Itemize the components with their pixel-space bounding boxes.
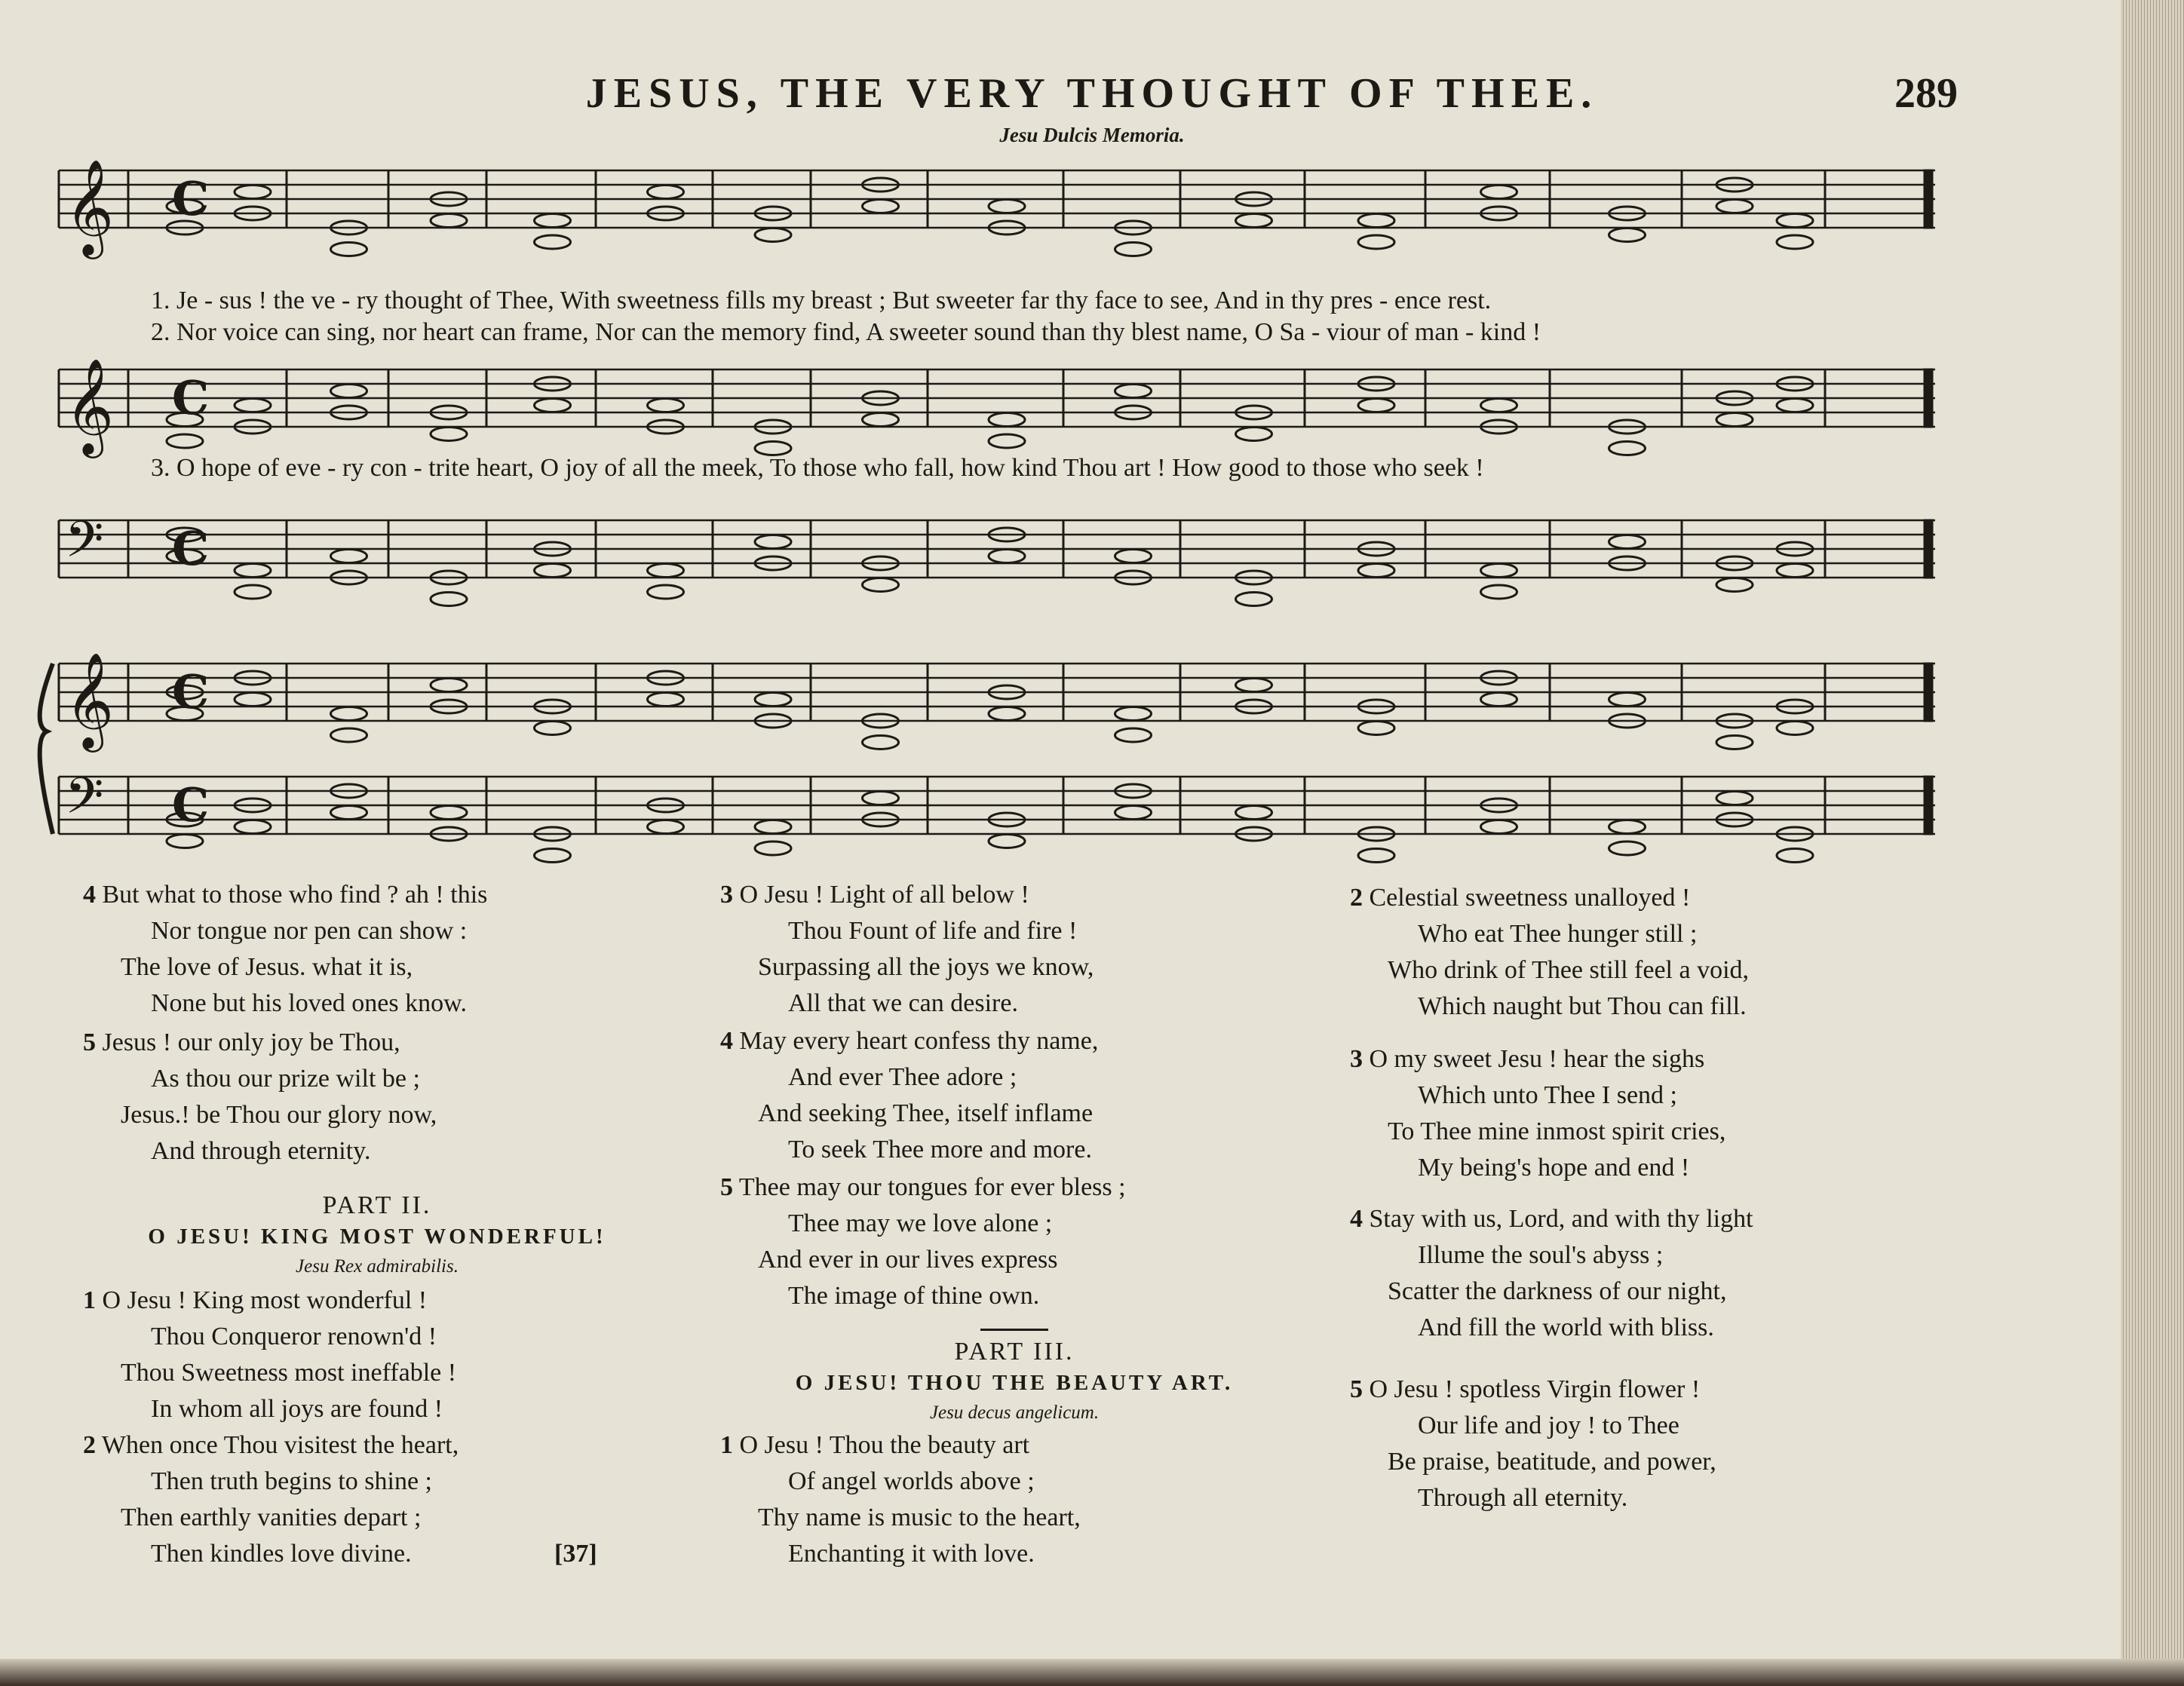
note-head [1481,820,1517,834]
treble-clef-icon: 𝄞 [65,357,115,454]
stanza-number: 3 [1350,1045,1363,1073]
note-head [863,578,899,592]
note-head [235,185,271,199]
note-head [989,835,1025,848]
note-head [535,722,571,735]
treble-clef-icon: 𝄞 [65,651,115,748]
stanza-line: Which naught but Thou can fill. [1418,992,1747,1020]
part-title: O JESU! THOU THE BEAUTY ART. [795,1371,1234,1395]
note-head [1716,736,1753,750]
note-head [331,806,367,820]
stanza-line: And ever in our lives express [758,1246,1058,1274]
common-time-icon: C [172,370,210,425]
note-head [1358,399,1394,412]
stanza-line: But what to those who find ? ah ! this [102,881,488,909]
stanza-line: My being's hope and end ! [1418,1154,1690,1182]
stanza-line: To Thee mine inmost spirit cries, [1388,1117,1726,1145]
stanza-line: The love of Jesus. what it is, [121,953,413,981]
stanza-line: Jesus.! be Thou our glory now, [121,1101,437,1129]
note-head [235,564,271,578]
stanza-line: Through all eternity. [1418,1484,1628,1512]
note-head [1777,235,1813,249]
note-head [1236,428,1272,441]
stanza-line: Scatter the darkness of our night, [1388,1277,1727,1305]
stanza-line: To seek Thee more and more. [788,1136,1092,1163]
stanza-line: Of angel worlds above ; [788,1467,1035,1495]
note-head [989,200,1025,213]
stanza-line: When once Thou visitest the heart, [101,1431,459,1459]
stanza-line: Illume the soul's abyss ; [1418,1241,1664,1269]
note-head [431,806,467,820]
stanza-line: O my sweet Jesu ! hear the sighs [1369,1045,1705,1073]
note-head [1716,578,1753,592]
stanza-number: 4 [83,881,96,909]
bass-clef-icon: 𝄢 [65,510,104,581]
note-head [1777,214,1813,228]
note-head [648,564,684,578]
part-latin-title: Jesu decus angelicum. [929,1402,1100,1423]
note-head [431,593,467,606]
signature-mark: [37] [554,1540,597,1568]
note-head [1609,442,1646,455]
note-head [1236,679,1272,692]
stanza-line: Thou Conqueror renown'd ! [151,1323,437,1350]
note-head [1358,235,1394,249]
note-head [1115,550,1152,563]
stanza-line: And fill the world with bliss. [1418,1314,1714,1341]
note-head [1716,792,1753,805]
lyric-verse-3: 3. O hope of eve - ry con - trite heart, O joy of all the meek, To those who fall, how kind Thou art ! How good to those who seek ! [151,454,1484,482]
note-head [1115,806,1152,820]
note-head [1777,399,1813,412]
stanza-number: 3 [720,881,733,909]
note-head [1777,849,1813,863]
note-head [1236,214,1272,228]
note-head [863,200,899,213]
note-head [1481,585,1517,599]
note-head [535,399,571,412]
note-head [1481,185,1517,199]
stanza-line: Be praise, beatitude, and power, [1388,1448,1716,1476]
page-bottom-shadow [0,1659,2184,1686]
note-head [1358,214,1394,228]
stanza-line: Our life and joy ! to Thee [1418,1412,1679,1439]
stanza-line: In whom all joys are found ! [151,1395,443,1423]
note-head [235,820,271,834]
note-head [755,841,791,855]
page-number: 289 [1894,70,1958,117]
common-time-icon: C [172,521,210,576]
note-head [535,849,571,863]
note-head [535,214,571,228]
note-head [1481,564,1517,578]
stanza-number: 2 [1350,884,1363,912]
stanza-line: Thou Fount of life and fire ! [788,917,1078,945]
stanza-line: Thee may we love alone ; [788,1209,1053,1237]
common-time-icon: C [172,171,210,226]
note-head [431,428,467,441]
note-head [755,693,791,707]
note-head [648,820,684,834]
note-head [1609,820,1646,834]
lyric-verse-2: 2. Nor voice can sing, nor heart can frame, Nor can the memory find, A sweeter sound than thy blest name, O Sa - viour of man - kind ! [151,318,1541,346]
note-head [167,434,203,448]
note-head [755,228,791,242]
stanza-line: Enchanting it with love. [788,1540,1035,1568]
stanza-line: Jesus ! our only joy be Thou, [102,1028,400,1056]
note-head [648,399,684,412]
note-head [1777,722,1813,735]
final-barline [1925,664,1932,721]
part-heading: PART II. [322,1191,432,1219]
stanza-line: Stay with us, Lord, and with thy light [1369,1205,1753,1233]
note-head [1716,200,1753,213]
stanza-line: O Jesu ! King most wonderful ! [102,1286,428,1314]
stanza-line: O Jesu ! Thou the beauty art [739,1431,1030,1459]
stanza-line: Celestial sweetness unalloyed ! [1369,884,1691,912]
section-rule [980,1329,1048,1331]
note-head [755,820,791,834]
stanza-line: And through eternity. [151,1137,371,1165]
note-head [989,434,1025,448]
final-barline [1925,520,1932,578]
note-head [331,550,367,563]
part-heading: PART III. [954,1338,1075,1366]
note-head [331,707,367,721]
note-head [648,185,684,199]
stanza-number: 5 [1350,1375,1363,1403]
system-brace [40,664,53,834]
stanza-number: 1 [720,1431,733,1459]
note-head [648,585,684,599]
note-head [331,728,367,742]
note-head [648,693,684,707]
note-head [535,235,571,249]
note-head [863,792,899,805]
hymn-title: JESUS, THE VERY THOUGHT OF THEE. [585,70,1599,117]
final-barline [1925,170,1932,228]
part-title: O JESU! KING MOST WONDERFUL! [148,1225,606,1249]
note-head [431,679,467,692]
note-head [1236,593,1272,606]
stanza-number: 2 [83,1431,96,1459]
hymn-subtitle: Jesu Dulcis Memoria. [999,124,1185,146]
stanza-line: O Jesu ! Light of all below ! [739,881,1029,909]
stanza-line: All that we can desire. [788,989,1018,1017]
common-time-icon: C [172,664,210,719]
note-head [863,736,899,750]
treble-clef-icon: 𝄞 [65,158,115,255]
stanza-line: Who drink of Thee still feel a void, [1388,956,1750,984]
stanza-line: May every heart confess thy name, [739,1027,1099,1055]
note-head [167,835,203,848]
note-head [863,413,899,427]
note-head [1609,228,1646,242]
note-head [1777,564,1813,578]
note-head [1481,399,1517,412]
stanza-number: 5 [720,1173,733,1201]
note-head [1115,385,1152,398]
note-head [235,399,271,412]
part-latin-title: Jesu Rex admirabilis. [296,1256,459,1277]
note-head [431,214,467,228]
bass-clef-icon: 𝄢 [65,767,104,837]
stanza-line: Thou Sweetness most ineffable ! [121,1359,457,1387]
stanza-line: O Jesu ! spotless Virgin flower ! [1369,1375,1701,1403]
stanza-number: 4 [1350,1205,1363,1233]
note-head [235,585,271,599]
note-head [1236,806,1272,820]
stanza-line: None but his loved ones know. [151,989,467,1017]
stanza-line: Then truth begins to shine ; [151,1467,433,1495]
final-barline [1925,369,1932,427]
stanza-line: Then earthly vanities depart ; [121,1504,422,1531]
stanza-line: As thou our prize wilt be ; [151,1065,420,1093]
note-head [535,564,571,578]
note-head [989,707,1025,721]
stanza-line: Thee may our tongues for ever bless ; [738,1173,1126,1201]
note-head [1115,243,1152,256]
note-head [1481,693,1517,707]
stanza-line: Surpassing all the joys we know, [758,953,1094,981]
note-head [1115,728,1152,742]
stanza-number: 1 [83,1286,96,1314]
stanza-line: Then kindles love divine. [151,1540,412,1568]
stanza-line: Who eat Thee hunger still ; [1418,920,1698,948]
note-head [1609,841,1646,855]
note-head [989,550,1025,563]
stanza-number: 5 [83,1028,96,1056]
stanza-line: And ever Thee adore ; [788,1063,1017,1091]
stanza-line: And seeking Thee, itself inflame [758,1099,1094,1127]
note-head [331,243,367,256]
note-head [1115,707,1152,721]
common-time-icon: C [172,777,210,832]
note-head [1609,693,1646,707]
note-head [1609,535,1646,549]
stanza-line: Thy name is music to the heart, [758,1504,1081,1531]
note-head [755,535,791,549]
stanza-line: The image of thine own. [788,1282,1040,1310]
note-head [1716,413,1753,427]
stanza-line: Nor tongue nor pen can show : [151,917,468,945]
final-barline [1925,777,1932,834]
stanza-number: 4 [720,1027,733,1055]
note-head [1358,849,1394,863]
note-head [989,413,1025,427]
note-head [1358,722,1394,735]
note-head [235,693,271,707]
lyric-verse-1: 1. Je - sus ! the ve - ry thought of Thee, With sweetness fills my breast ; But sweeter far thy face to see, And in thy pres - ence rest. [151,287,1492,314]
stanza-line: Which unto Thee I send ; [1418,1081,1678,1109]
note-head [755,442,791,455]
note-head [331,385,367,398]
note-head [1358,564,1394,578]
